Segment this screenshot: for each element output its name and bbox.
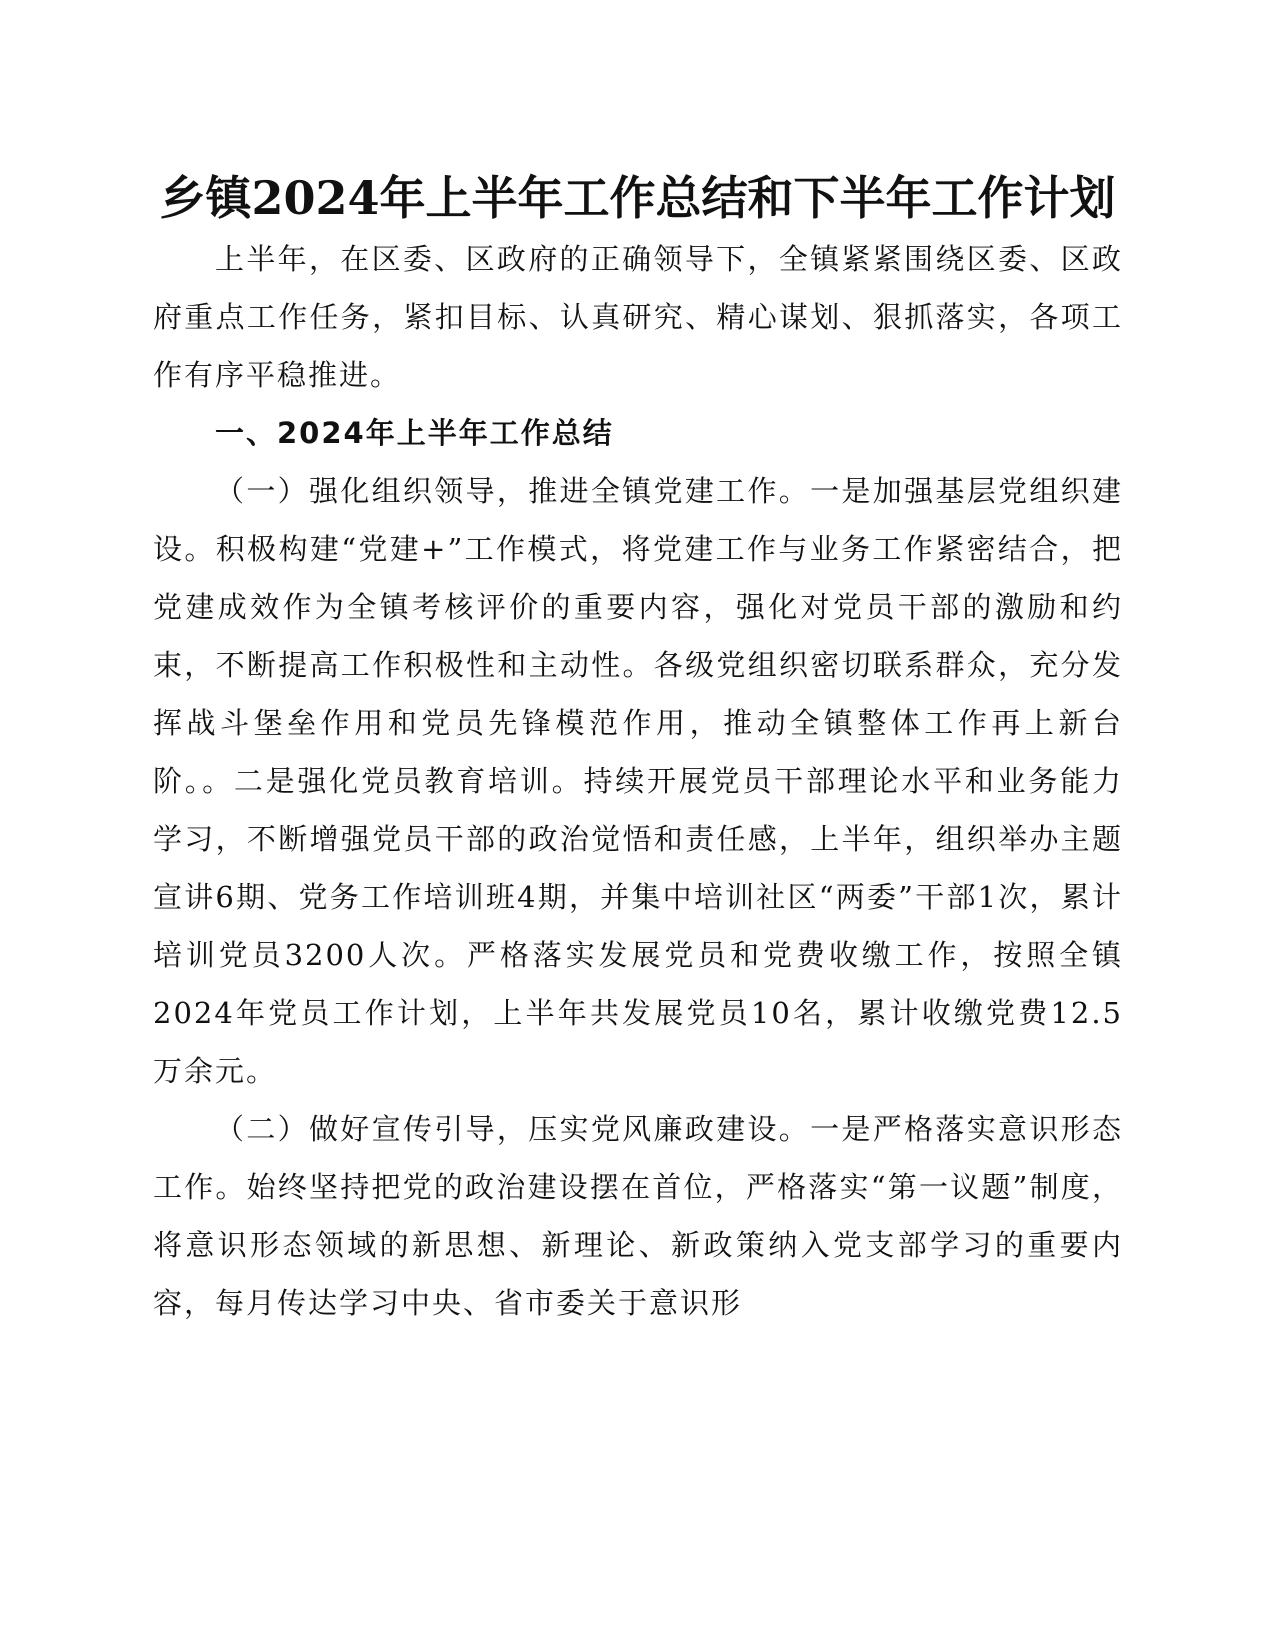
document-title: 乡镇2024年上半年工作总结和下半年工作计划 (159, 171, 1116, 225)
section-heading: 一、2024年上半年工作总结 (215, 416, 614, 450)
intro-paragraph: 上半年，在区委、区政府的正确领导下，全镇紧紧围绕区委、区政府重点工作任务，紧扣目标、认真研究、精心谋划、狠抓落实，各项工作有序平稳推进。 (153, 242, 1123, 392)
paragraph-party-building: （一）强化组织领导，推进全镇党建工作。一是加强基层党组织建设。积极构建“党建+”工作模式，将党建工作与业务工作紧密结合，把党建成效作为全镇考核评价的重要内容，强化对党员干部的激励和约束，不断提高工作积极性和主动性。各级党组织密切联系群众，充分发挥战斗堡垒作用和党员先锋模范作用，推动全镇整体工作再上新台阶。。二是强化党员教育培训。持续开展党员干部理论水平和业务能力学习，不断增强党员干部的政治觉悟和责任感，上半年，组织举办主题宣讲6期、党务工作培训班4期，并集中培训社区“两委”干部1次，累计培训党员3200人次。严格落实发展党员和党费收缴工作，按照全镇2024年党员工作计划，上半年共发展党员10名，累计收缴党费12.5万余元。 (153, 474, 1123, 1088)
paragraph-publicity: （二）做好宣传引导，压实党风廉政建设。一是严格落实意识形态工作。始终坚持把党的政治建设摆在首位，严格落实“第一议题”制度，将意识形态领域的新思想、新理论、新政策纳入党支部学习的重要内容，每月传达学习中央、省市委关于意识形 (153, 1112, 1123, 1320)
document-body (153, 230, 1123, 1332)
